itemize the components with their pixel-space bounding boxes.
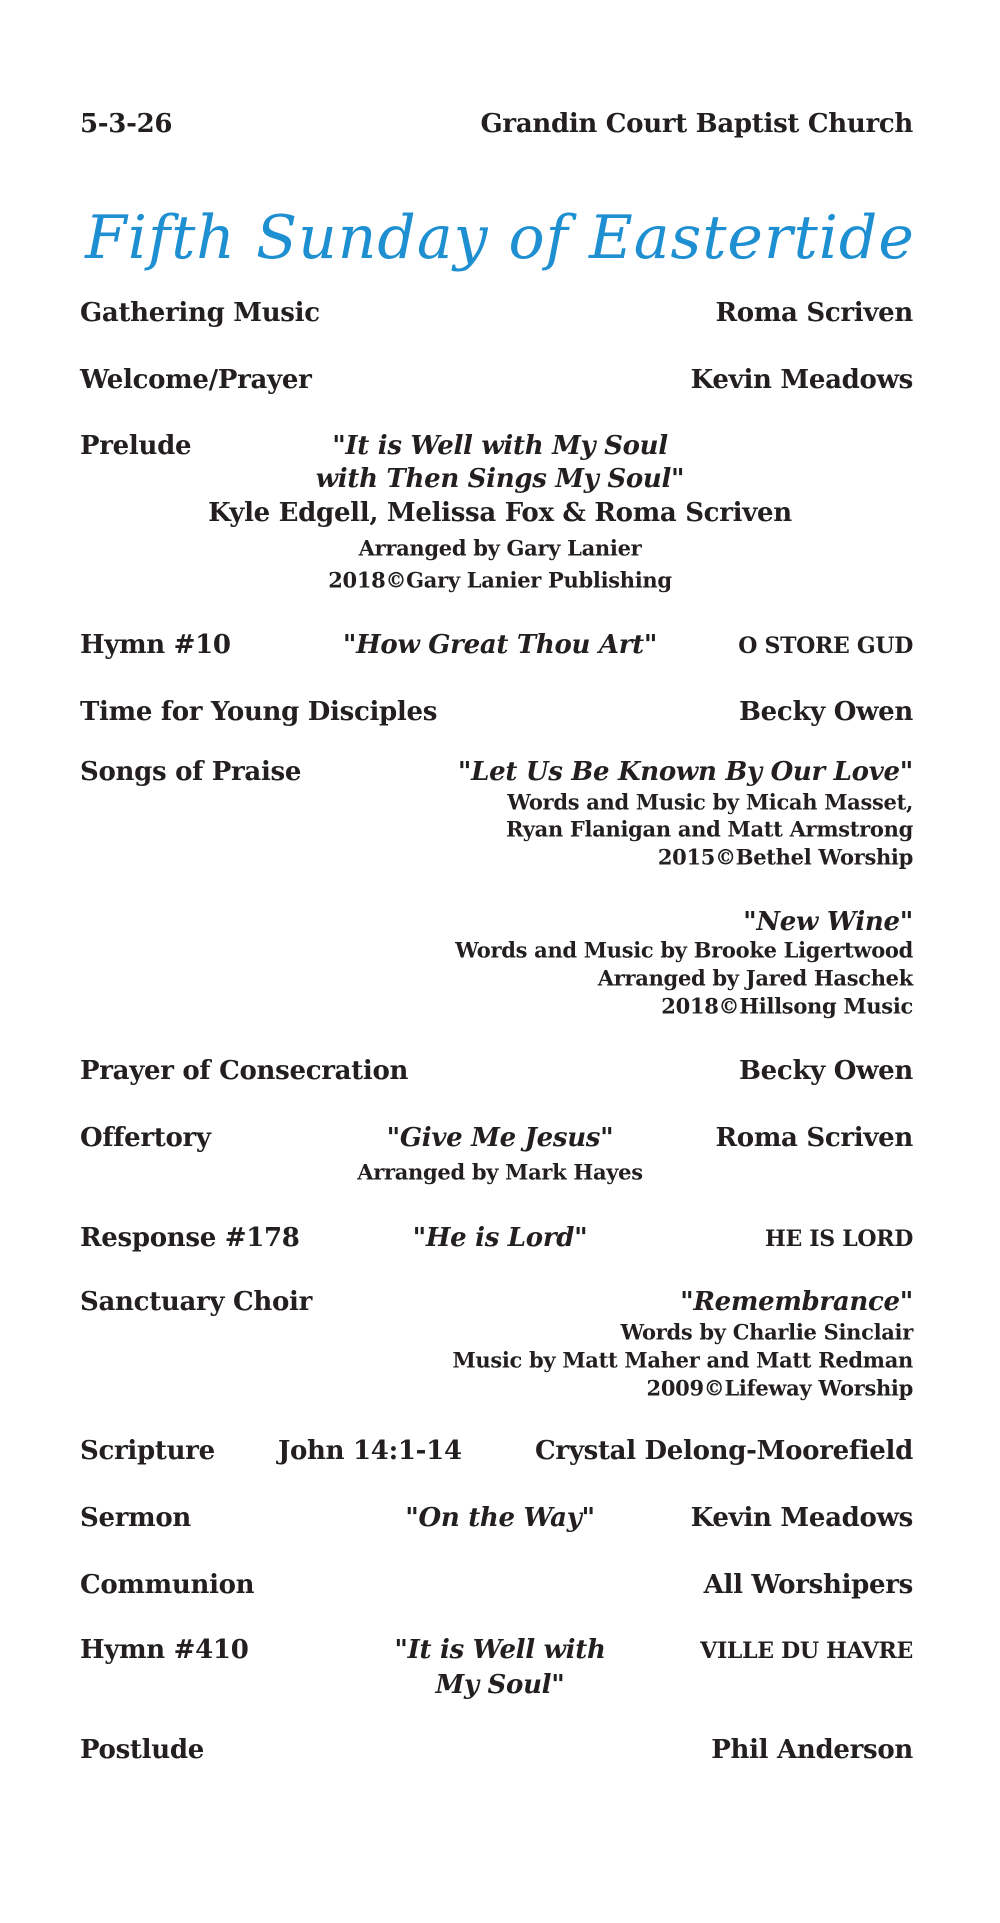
consecration-label: Prayer of Consecration — [80, 1056, 409, 1086]
young-leader: Becky Owen — [739, 697, 913, 727]
response-label: Response #178 — [80, 1223, 300, 1253]
hymn410-label: Hymn #410 — [80, 1635, 249, 1665]
prelude-performers: Kyle Edgell, Melissa Fox & Roma Scriven — [208, 498, 792, 528]
prelude-title-line1: "It is Well with My Soul — [332, 431, 668, 461]
scripture-leader: Crystal Delong-Moorefield — [535, 1436, 913, 1466]
postlude-leader: Phil Anderson — [711, 1735, 913, 1765]
communion-leader: All Worshipers — [703, 1570, 913, 1600]
offertory-label: Offertory — [80, 1123, 211, 1153]
welcome-leader: Kevin Meadows — [690, 365, 913, 395]
prelude-copyright: 2018©Gary Lanier Publishing — [328, 567, 672, 593]
consecration-leader: Becky Owen — [739, 1056, 913, 1086]
praise-song1-copyright: 2015©Bethel Worship — [657, 844, 913, 870]
date: 5-3-26 — [80, 109, 173, 139]
offertory-leader: Roma Scriven — [715, 1123, 913, 1153]
praise-song2-credit2: Arranged by Jared Haschek — [597, 965, 913, 991]
scripture-passage: John 14:1-14 — [278, 1436, 462, 1466]
prelude-arranged: Arranged by Gary Lanier — [358, 535, 642, 561]
scripture-label: Scripture — [80, 1436, 215, 1466]
hymn410-title-line2: My Soul" — [435, 1670, 565, 1700]
communion-label: Communion — [80, 1570, 255, 1600]
offertory-title: "Give Me Jesus" — [386, 1123, 614, 1153]
gathering-leader: Roma Scriven — [715, 298, 913, 328]
praise-song1-credit2: Ryan Flanigan and Matt Armstrong — [505, 816, 913, 842]
praise-song1-title: "Let Us Be Known By Our Love" — [457, 757, 913, 787]
sermon-leader: Kevin Meadows — [690, 1503, 913, 1533]
welcome-label: Welcome/Prayer — [80, 365, 312, 395]
hymn410-title-line1: "It is Well with — [394, 1635, 606, 1665]
praise-label: Songs of Praise — [80, 757, 302, 787]
sermon-label: Sermon — [80, 1503, 191, 1533]
church-name: Grandin Court Baptist Church — [480, 109, 913, 139]
praise-song1-credit1: Words and Music by Micah Masset, — [507, 789, 913, 815]
praise-song2-copyright: 2018©Hillsong Music — [661, 993, 913, 1019]
choir-title: "Remembrance" — [680, 1287, 913, 1317]
choir-credit1: Words by Charlie Sinclair — [620, 1319, 913, 1345]
choir-credit2: Music by Matt Maher and Matt Redman — [452, 1347, 913, 1373]
prelude-label: Prelude — [80, 431, 192, 461]
choir-label: Sanctuary Choir — [80, 1287, 312, 1317]
response-tune: HE IS LORD — [764, 1226, 913, 1252]
hymn410-tune: VILLE DU HAVRE — [700, 1638, 913, 1664]
praise-song2-credit1: Words and Music by Brooke Ligertwood — [455, 937, 913, 963]
choir-copyright: 2009©Lifeway Worship — [646, 1375, 913, 1401]
young-label: Time for Young Disciples — [80, 697, 438, 727]
postlude-label: Postlude — [80, 1735, 204, 1765]
prelude-title-line2: with Then Sings My Soul" — [315, 464, 685, 494]
hymn10-label: Hymn #10 — [80, 630, 231, 660]
service-title: Fifth Sunday of Eastertide — [85, 203, 915, 273]
response-title: "He is Lord" — [412, 1223, 588, 1253]
hymn10-tune: O STORE GUD — [738, 633, 913, 659]
hymn10-title: "How Great Thou Art" — [342, 630, 658, 660]
sermon-title: "On the Way" — [405, 1503, 595, 1533]
gathering-label: Gathering Music — [80, 298, 320, 328]
praise-song2-title: "New Wine" — [743, 907, 913, 937]
offertory-arranged: Arranged by Mark Hayes — [357, 1159, 643, 1185]
